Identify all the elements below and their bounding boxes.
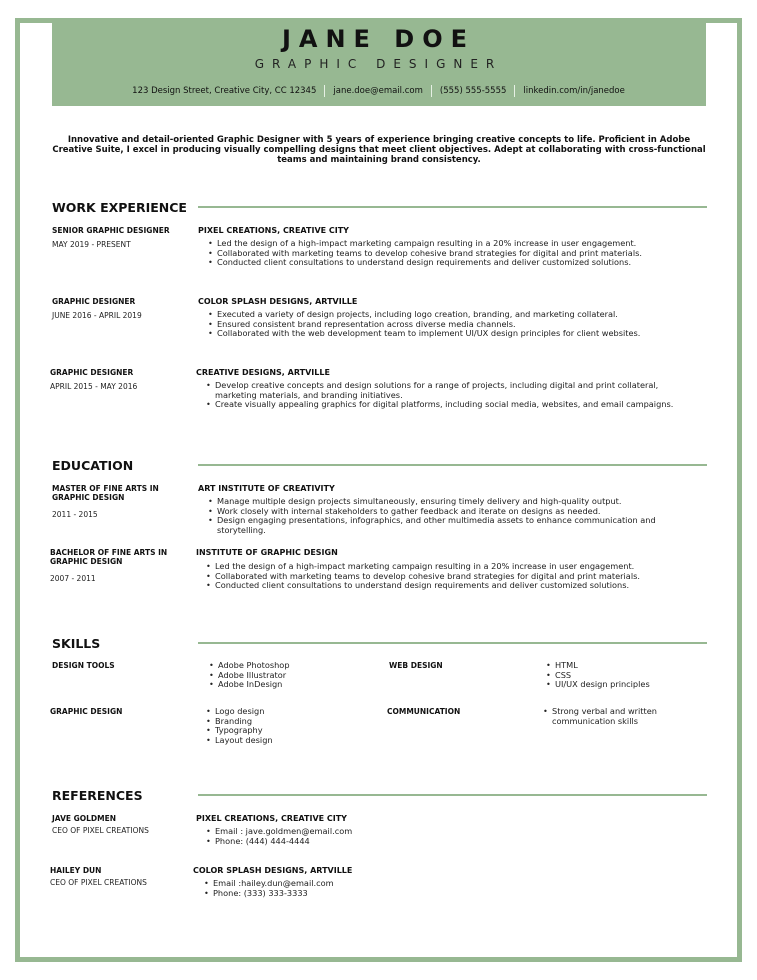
education-dates: 2007 - 2011 xyxy=(50,574,96,583)
contact-bar xyxy=(0,85,757,97)
section-rule xyxy=(198,794,707,796)
candidate-name: JANE DOE xyxy=(281,25,476,53)
contact-email[interactable]: jane.doe@email.com xyxy=(333,86,423,96)
reference-contact xyxy=(203,879,453,898)
skill-list xyxy=(208,661,368,690)
list-item: • Collaborated with marketing teams to develop cohesive brand strategies for digital and print materials. xyxy=(205,572,705,582)
job-dates: MAY 2019 - PRESENT xyxy=(52,240,131,249)
skill-group-label: WEB DESIGN xyxy=(389,661,443,670)
list-item: • Logo design xyxy=(205,707,365,717)
job-role: GRAPHIC DESIGNER xyxy=(52,297,136,306)
skill-group-label: GRAPHIC DESIGN xyxy=(50,707,123,716)
list-item: • Collaborated with marketing teams to develop cohesive brand strategies for digital and print materials. xyxy=(207,249,707,259)
skills-heading: SKILLS xyxy=(52,636,101,651)
contact-linkedin[interactable]: linkedin.com/in/janedoe xyxy=(523,86,625,96)
job-company: CREATIVE DESIGNS, ARTVILLE xyxy=(196,368,330,377)
job-bullets xyxy=(205,381,695,410)
list-item: • Manage multiple design projects simultaneously, ensuring timely delivery and high-quality output. xyxy=(207,497,707,507)
list-item: • Adobe Photoshop xyxy=(208,661,368,671)
section-rule xyxy=(198,464,707,466)
reference-name: JAVE GOLDMEN xyxy=(52,814,117,823)
education-school: INSTITUTE OF GRAPHIC DESIGN xyxy=(196,548,338,557)
list-item: • HTML xyxy=(545,661,705,671)
reference-name: HAILEY DUN xyxy=(50,866,102,875)
list-item: • Led the design of a high-impact marketing campaign resulting in a 20% increase in user engagement. xyxy=(205,562,705,572)
reference-phone: • Phone: (333) 333-3333 xyxy=(203,889,453,899)
education-degree: BACHELOR OF FINE ARTS IN GRAPHIC DESIGN xyxy=(50,548,168,566)
contact-address: 123 Design Street, Creative City, CC 12345 xyxy=(132,86,317,96)
candidate-title: GRAPHIC DESIGNER xyxy=(254,57,503,71)
reference-company: COLOR SPLASH DESIGNS, ARTVILLE xyxy=(193,866,353,875)
list-item: • Collaborated with the web development team to implement UI/UX design principles for client websites. xyxy=(207,329,707,339)
reference-phone: • Phone: (444) 444-4444 xyxy=(205,837,455,847)
job-role: GRAPHIC DESIGNER xyxy=(50,368,134,377)
reference-company: PIXEL CREATIONS, CREATIVE CITY xyxy=(196,814,347,823)
list-item: • Create visually appealing graphics for digital platforms, including social media, websites, and email campaigns. xyxy=(205,400,695,410)
list-item: • Conducted client consultations to understand design requirements and deliver customized solutions. xyxy=(207,258,707,268)
section-rule xyxy=(198,642,707,644)
education-degree: MASTER OF FINE ARTS IN GRAPHIC DESIGN xyxy=(52,484,159,502)
work-experience-heading: WORK EXPERIENCE xyxy=(52,200,187,215)
contact-phone: (555) 555-5555 xyxy=(439,86,507,96)
job-bullets xyxy=(207,239,707,268)
list-item: • Typography xyxy=(205,726,365,736)
list-item: • Conducted client consultations to understand design requirements and deliver customized solutions. xyxy=(205,581,705,591)
reference-email[interactable]: • Email : jave.goldmen@email.com xyxy=(205,827,455,837)
reference-contact xyxy=(205,827,455,846)
job-dates: APRIL 2015 - MAY 2016 xyxy=(50,382,138,391)
reference-email[interactable]: • Email :hailey.dun@email.com xyxy=(203,879,453,889)
job-dates: JUNE 2016 - APRIL 2019 xyxy=(52,311,142,320)
list-item: • Adobe Illustrator xyxy=(208,671,368,681)
professional-summary: Innovative and detail-oriented Graphic Designer with 5 years of experience bringing creative concepts to life. Proficient in Adobe Creative Suite, I excel in producing visually compelling designs that meet client objectives. Adept at collaborating with cross-functional teams and maintaining brand consistency. xyxy=(52,135,706,165)
list-item: • Develop creative concepts and design solutions for a range of projects, including digital and print collateral, marketing materials, and branding initiatives. xyxy=(205,381,695,400)
list-item: • Work closely with internal stakeholders to gather feedback and iterate on designs as needed. xyxy=(207,507,707,517)
references-heading: REFERENCES xyxy=(52,788,143,803)
list-item: • Layout design xyxy=(205,736,365,746)
reference-position: CEO OF PIXEL CREATIONS xyxy=(52,826,149,835)
list-item: • CSS xyxy=(545,671,705,681)
education-school: ART INSTITUTE OF CREATIVITY xyxy=(198,484,335,493)
skill-list xyxy=(542,707,667,726)
skill-list xyxy=(205,707,365,745)
education-bullets xyxy=(205,562,705,591)
list-item: • Branding xyxy=(205,717,365,727)
reference-position: CEO OF PIXEL CREATIONS xyxy=(50,878,147,887)
education-bullets xyxy=(207,497,707,535)
list-item: • Executed a variety of design projects, including logo creation, branding, and marketing collateral. xyxy=(207,310,707,320)
job-bullets xyxy=(207,310,707,339)
list-item: • Led the design of a high-impact marketing campaign resulting in a 20% increase in user engagement. xyxy=(207,239,707,249)
list-item: • UI/UX design principles xyxy=(545,680,705,690)
list-item: • Ensured consistent brand representation across diverse media channels. xyxy=(207,320,707,330)
job-company: PIXEL CREATIONS, CREATIVE CITY xyxy=(198,226,349,235)
list-item: • Design engaging presentations, infographics, and other multimedia assets to enhance communication and storytelling. xyxy=(207,516,707,535)
section-rule xyxy=(198,206,707,208)
job-role: SENIOR GRAPHIC DESIGNER xyxy=(52,226,170,235)
list-item: • Adobe InDesign xyxy=(208,680,368,690)
list-item: • Strong verbal and written communication skills xyxy=(542,707,667,726)
skill-group-label: COMMUNICATION xyxy=(387,707,461,716)
skill-group-label: DESIGN TOOLS xyxy=(52,661,115,670)
education-heading: EDUCATION xyxy=(52,458,134,473)
skill-list xyxy=(545,661,705,690)
education-dates: 2011 - 2015 xyxy=(52,510,98,519)
job-company: COLOR SPLASH DESIGNS, ARTVILLE xyxy=(198,297,358,306)
